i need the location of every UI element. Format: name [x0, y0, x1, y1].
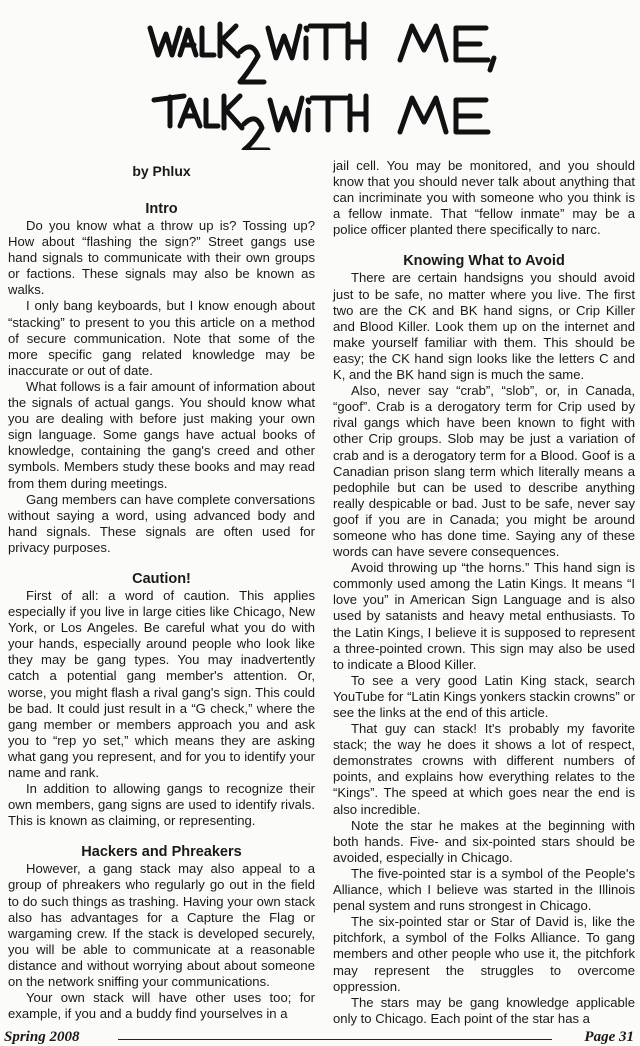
footer-rule: [118, 1039, 552, 1040]
avoid-paragraph: Avoid throwing up “the horns.” This hand sign is commonly used among the Latin Kings. It means “I love you” in American Sign Language and is also used by satanists and heavy metal enthusiasts. To the Latin Kings, I believe it is supposed to represent a three-pointed crown. This sign may also be used to indicate a Blood Killer.: [333, 560, 635, 672]
section-heading-avoid: Knowing What to Avoid: [403, 253, 565, 270]
byline: by Phlux: [132, 163, 191, 179]
avoid-paragraph: There are certain handsigns you should avoid just to be safe, no matter where you live. The first two are the CK and BK hand signs, or Crip Killer and Blood Killer. Look them up on the internet and make yourself familiar with them. This should be easy; the CK hand sign looks like the letters C and K, and the BK hand sign is much the same.: [333, 270, 635, 383]
article-title: [0, 0, 640, 150]
handwritten-title-art: [0, 0, 640, 150]
caution-paragraph: First of all: a word of caution. This applies especially if you live in large cities like Chicago, New York, or Los Angeles. Be careful what you do with your hands, especially around people who look like they may be gang types. You may inadvertently catch a potential gang member's attention. Or, worse, you might flash a rival gang's sign. This could be bad. It could just result in a “G check,” where the gang member or members approach you and ask you to “rep yo set,” which means they are asking what gang you represent, and for you to identify your name and rank.: [8, 587, 315, 780]
section-heading-intro: Intro: [145, 201, 178, 217]
right-column: [333, 158, 635, 1027]
hackers-paragraph: Your own stack will have other uses too; for example, if you and a buddy find yourselves in a: [8, 990, 315, 1022]
section-avoid: [333, 252, 635, 1026]
intro-paragraph: Gang members can have complete conversations without saying a word, using advanced body and hand signals. These signals are often used for privacy purposes.: [8, 491, 315, 555]
left-column: [8, 200, 315, 1022]
avoid-paragraph: That guy can stack! It's probably my favorite stack; the way he does it shows a lot of respect, demonstrates crowns with different numbers of points, and explains how everything relates to the “Kings”. The speed at which goes near the end is also incredible.: [333, 721, 635, 817]
section-hackers: [8, 843, 315, 1022]
footer-issue: Spring 2008: [4, 1029, 80, 1045]
section-heading-hackers: Hackers and Phreakers: [81, 844, 242, 861]
continued-paragraph: jail cell. You may be monitored, and you should know that you should never talk about anything that can incriminate you with someone who you think is a fellow inmate. That “fellow inmate” may be a police officer planted there specifically to narc.: [333, 158, 635, 238]
intro-paragraph: I only bang keyboards, but I know enough about “stacking” to present to you this article on a method of secure communication. Note that some of the more specific gang related knowledge may be inaccurate or out of date.: [8, 298, 315, 378]
intro-paragraph: What follows is a fair amount of information about the signals of actual gangs. You should know what you are dealing with before just making your own sign language. Some gangs have actual books of knowledge, containing the gang's creed and other symbols. Members study these books and may read from them during meetings.: [8, 378, 315, 491]
caution-paragraph: In addition to allowing gangs to recognize their own members, gang signs are used to identify rivals. This is known as claiming, or representing.: [8, 781, 315, 829]
avoid-paragraph: The stars may be gang knowledge applicable only to Chicago. Each point of the star has a: [333, 994, 635, 1026]
avoid-paragraph: The five-pointed star is a symbol of the People's Alliance, which I believe was started in the Illinois penal system and runs strongest in Chicago.: [333, 865, 635, 914]
intro-paragraph: Do you know what a throw up is? Tossing up? How about “flashing the sign?” Street gangs use hand signals to communicate with their own groups or factions. These signals may also be known as walks.: [8, 218, 315, 298]
avoid-paragraph: The six-pointed star or Star of David is, like the pitchfork, a symbol of the Folks Alliance. To gang members and other people who use it, the pitchfork may represent the struggles to overcome oppression.: [333, 914, 635, 994]
avoid-paragraph: Also, never say “crab”, “slob”, or, in Canada, “goof”. Crab is a derogatory term for Crip used by rival gangs which have been known to fight with other Crip groups. Slob may be just a variation of crab and is a derogatory term for a Blood. Goof is a Canadian prison slang term which literally means a pedophile but can be used to describe anything really despicable or bad. Just to be safe, never say goof if you are in Canada; you might be around someone who has done time. Saying any of these words can have severe consequences.: [333, 383, 635, 560]
footer-page-number: Page 31: [584, 1029, 634, 1045]
section-heading-caution: Caution!: [132, 570, 191, 587]
hackers-paragraph: However, a gang stack may also appeal to a group of phreakers who regularly go out in the field to do such things as trashing. Having your own stack also has advantages for a Capture the Flag or wargaming crew. If the stack is developed securely, you will be able to communicate at a reasonable distance and without worrying about about someone on the network sniffing your communications.: [8, 861, 315, 990]
section-intro: [8, 200, 315, 556]
avoid-paragraph: Note the star he makes at the beginning with both hands. Five- and six-pointed stars should be avoided, especially in Chicago.: [333, 817, 635, 865]
section-caution: [8, 570, 315, 829]
section-continued: [333, 158, 635, 238]
page-footer: [0, 1028, 640, 1046]
avoid-paragraph: To see a very good Latin King stack, search YouTube for “Latin Kings yonkers stackin crowns” or see the links at the end of this article.: [333, 672, 635, 720]
